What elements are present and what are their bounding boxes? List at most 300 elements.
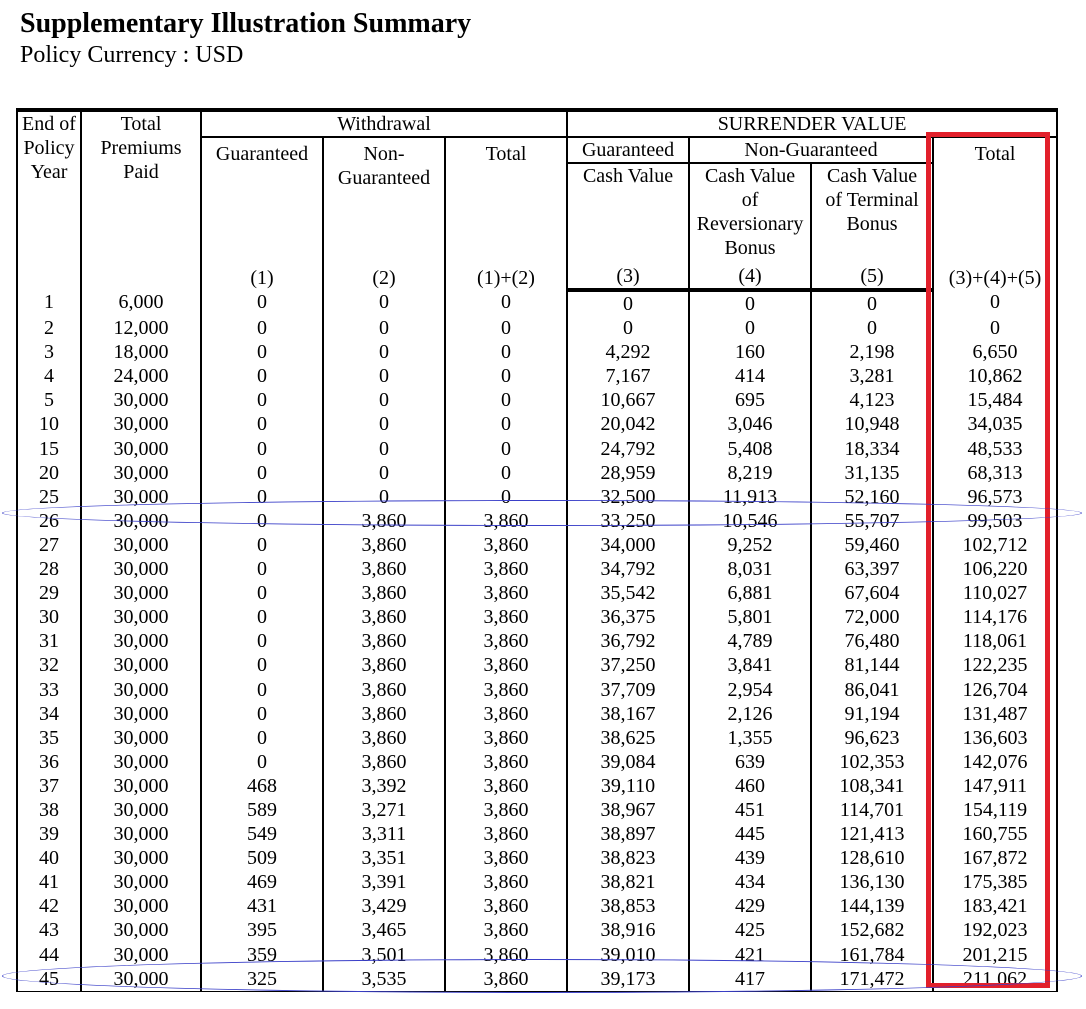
table-cell: 0 — [323, 437, 445, 461]
table-cell: 38,821 — [567, 870, 689, 894]
table-cell: 3,860 — [323, 533, 445, 557]
table-row — [17, 557, 1057, 581]
table-cell: 695 — [689, 388, 811, 412]
table-cell: 3,860 — [323, 605, 445, 629]
table-cell: 126,704 — [933, 678, 1057, 702]
table-cell: 32,500 — [567, 485, 689, 509]
table-cell: 30 — [17, 605, 81, 629]
table-cell: 81,144 — [811, 653, 933, 677]
table-cell: 0 — [445, 412, 567, 436]
table-cell: 0 — [445, 485, 567, 509]
table-row — [17, 726, 1057, 750]
table-row — [17, 702, 1057, 726]
document-title: Supplementary Illustration Summary — [20, 8, 472, 39]
table-cell: 160,755 — [933, 822, 1057, 846]
table-cell: 0 — [445, 316, 567, 340]
table-cell: 34,000 — [567, 533, 689, 557]
table-cell: 0 — [445, 290, 567, 316]
table-cell: 30,000 — [81, 726, 201, 750]
table-cell: 509 — [201, 846, 323, 870]
table-cell: 30,000 — [81, 629, 201, 653]
table-cell: 38,823 — [567, 846, 689, 870]
table-cell: 72,000 — [811, 605, 933, 629]
table-cell: 160 — [689, 340, 811, 364]
table-cell: 3,860 — [445, 918, 567, 942]
table-cell: 86,041 — [811, 678, 933, 702]
table-cell: 30,000 — [81, 461, 201, 485]
table-body — [17, 290, 1057, 991]
table-cell: 142,076 — [933, 750, 1057, 774]
table-cell: 30,000 — [81, 870, 201, 894]
table-cell: 30,000 — [81, 918, 201, 942]
table-row — [17, 653, 1057, 677]
table-cell: 34 — [17, 702, 81, 726]
table-cell: 3,860 — [323, 702, 445, 726]
table-cell: 35 — [17, 726, 81, 750]
table-cell: 0 — [201, 605, 323, 629]
table-cell: 161,784 — [811, 943, 933, 967]
header-policy-year: End of Policy Year — [17, 110, 81, 290]
table-cell: 0 — [445, 340, 567, 364]
table-row — [17, 461, 1057, 485]
table-cell: 4,789 — [689, 629, 811, 653]
table-cell: 26 — [17, 509, 81, 533]
table-cell: 39 — [17, 822, 81, 846]
table-cell: 417 — [689, 967, 811, 992]
table-cell: 91,194 — [811, 702, 933, 726]
table-cell: 10,862 — [933, 364, 1057, 388]
table-cell: 121,413 — [811, 822, 933, 846]
table-cell: 1 — [17, 290, 81, 316]
table-cell: 201,215 — [933, 943, 1057, 967]
table-cell: 55,707 — [811, 509, 933, 533]
table-cell: 10 — [17, 412, 81, 436]
table-row — [17, 340, 1057, 364]
table-cell: 1,355 — [689, 726, 811, 750]
table-cell: 18,000 — [81, 340, 201, 364]
table-cell: 30,000 — [81, 581, 201, 605]
table-cell: 28 — [17, 557, 81, 581]
table-cell: 589 — [201, 798, 323, 822]
table-cell: 3,860 — [445, 581, 567, 605]
table-cell: 38,167 — [567, 702, 689, 726]
table-cell: 0 — [201, 702, 323, 726]
table-cell: 0 — [201, 557, 323, 581]
table-cell: 0 — [445, 364, 567, 388]
table-cell: 38,853 — [567, 894, 689, 918]
table-cell: 37,709 — [567, 678, 689, 702]
table-cell: 3,392 — [323, 774, 445, 798]
table-cell: 24,792 — [567, 437, 689, 461]
table-cell: 175,385 — [933, 870, 1057, 894]
table-row — [17, 437, 1057, 461]
table-cell: 0 — [567, 290, 689, 316]
table-cell: 40 — [17, 846, 81, 870]
table-cell: 0 — [201, 461, 323, 485]
table-cell: 30,000 — [81, 485, 201, 509]
table-cell: 421 — [689, 943, 811, 967]
table-cell: 48,533 — [933, 437, 1057, 461]
illustration-table — [16, 108, 1058, 992]
table-cell: 99,503 — [933, 509, 1057, 533]
table-row — [17, 894, 1057, 918]
table-cell: 30,000 — [81, 557, 201, 581]
table-cell: 12,000 — [81, 316, 201, 340]
table-cell: 154,119 — [933, 798, 1057, 822]
table-cell: 4,123 — [811, 388, 933, 412]
header-surrender-value: SURRENDER VALUE — [567, 110, 1057, 137]
table-cell: 167,872 — [933, 846, 1057, 870]
table-cell: 3,860 — [445, 509, 567, 533]
table-cell: 30,000 — [81, 822, 201, 846]
table-cell: 0 — [689, 316, 811, 340]
header-withdrawal: Withdrawal — [201, 110, 567, 137]
table-cell: 30,000 — [81, 774, 201, 798]
table-cell: 3,860 — [323, 678, 445, 702]
table-cell: 30,000 — [81, 846, 201, 870]
header-w-nonguaranteed: Non- Guaranteed (2) — [323, 137, 445, 290]
table-cell: 122,235 — [933, 653, 1057, 677]
header-sv-nonguaranteed: Non-Guaranteed — [689, 137, 933, 163]
table-row — [17, 822, 1057, 846]
table-row — [17, 774, 1057, 798]
table-cell: 3,351 — [323, 846, 445, 870]
table-cell: 0 — [201, 629, 323, 653]
table-cell: 76,480 — [811, 629, 933, 653]
table-cell: 549 — [201, 822, 323, 846]
table-cell: 30,000 — [81, 798, 201, 822]
table-cell: 39,010 — [567, 943, 689, 967]
table-cell: 8,219 — [689, 461, 811, 485]
header-total-premiums: Total Premiums Paid — [81, 110, 201, 290]
table-cell: 431 — [201, 894, 323, 918]
table-cell: 171,472 — [811, 967, 933, 992]
table-cell: 31,135 — [811, 461, 933, 485]
table-cell: 0 — [201, 340, 323, 364]
table-cell: 0 — [201, 316, 323, 340]
table-row — [17, 509, 1057, 533]
table-cell: 39,084 — [567, 750, 689, 774]
table-cell: 114,701 — [811, 798, 933, 822]
table-cell: 0 — [201, 750, 323, 774]
table-cell: 3,429 — [323, 894, 445, 918]
table-cell: 3,311 — [323, 822, 445, 846]
table-cell: 6,000 — [81, 290, 201, 316]
table-cell: 35,542 — [567, 581, 689, 605]
table-cell: 18,334 — [811, 437, 933, 461]
table-cell: 152,682 — [811, 918, 933, 942]
table-cell: 3,860 — [445, 629, 567, 653]
table-cell: 3,860 — [445, 846, 567, 870]
table-cell: 136,130 — [811, 870, 933, 894]
table-cell: 0 — [323, 316, 445, 340]
table-cell: 0 — [445, 388, 567, 412]
table-cell: 37 — [17, 774, 81, 798]
table-cell: 38,625 — [567, 726, 689, 750]
table-cell: 359 — [201, 943, 323, 967]
header-sv-cash-value: Cash Value (3) — [567, 163, 689, 290]
table-cell: 0 — [201, 364, 323, 388]
header-sv-terminal: Cash Value of Terminal Bonus (5) — [811, 163, 933, 290]
table-cell: 2,954 — [689, 678, 811, 702]
table-cell: 44 — [17, 943, 81, 967]
table-cell: 128,610 — [811, 846, 933, 870]
illustration-table-wrapper — [16, 108, 1056, 992]
table-row — [17, 364, 1057, 388]
table-cell: 30,000 — [81, 388, 201, 412]
table-cell: 29 — [17, 581, 81, 605]
table-cell: 3,465 — [323, 918, 445, 942]
table-cell: 3,535 — [323, 967, 445, 992]
table-cell: 3,860 — [445, 702, 567, 726]
table-cell: 3,860 — [323, 653, 445, 677]
table-cell: 0 — [201, 653, 323, 677]
table-cell: 3,860 — [445, 533, 567, 557]
table-row — [17, 750, 1057, 774]
table-cell: 102,712 — [933, 533, 1057, 557]
table-cell: 106,220 — [933, 557, 1057, 581]
table-row — [17, 846, 1057, 870]
table-cell: 96,623 — [811, 726, 933, 750]
policy-currency: Policy Currency : USD — [20, 42, 244, 68]
table-cell: 192,023 — [933, 918, 1057, 942]
table-cell: 0 — [445, 437, 567, 461]
table-cell: 445 — [689, 822, 811, 846]
table-row — [17, 678, 1057, 702]
table-cell: 63,397 — [811, 557, 933, 581]
table-cell: 0 — [201, 726, 323, 750]
table-cell: 183,421 — [933, 894, 1057, 918]
table-cell: 52,160 — [811, 485, 933, 509]
table-row — [17, 533, 1057, 557]
table-cell: 0 — [201, 485, 323, 509]
table-cell: 0 — [201, 509, 323, 533]
table-cell: 20,042 — [567, 412, 689, 436]
table-cell: 0 — [323, 485, 445, 509]
table-cell: 30,000 — [81, 750, 201, 774]
table-cell: 6,650 — [933, 340, 1057, 364]
table-cell: 0 — [689, 290, 811, 316]
table-cell: 3,860 — [323, 750, 445, 774]
table-row — [17, 316, 1057, 340]
table-cell: 9,252 — [689, 533, 811, 557]
table-cell: 0 — [323, 290, 445, 316]
table-cell: 36,792 — [567, 629, 689, 653]
table-cell: 38,897 — [567, 822, 689, 846]
table-cell: 108,341 — [811, 774, 933, 798]
table-cell: 439 — [689, 846, 811, 870]
table-row — [17, 388, 1057, 412]
table-cell: 0 — [201, 437, 323, 461]
table-cell: 30,000 — [81, 653, 201, 677]
table-cell: 3,860 — [323, 557, 445, 581]
table-cell: 5 — [17, 388, 81, 412]
table-cell: 42 — [17, 894, 81, 918]
table-cell: 429 — [689, 894, 811, 918]
table-cell: 0 — [323, 461, 445, 485]
table-cell: 5,801 — [689, 605, 811, 629]
table-cell: 30,000 — [81, 533, 201, 557]
table-cell: 0 — [201, 533, 323, 557]
header-sv-guaranteed: Guaranteed — [567, 137, 689, 163]
table-cell: 0 — [323, 364, 445, 388]
table-cell: 414 — [689, 364, 811, 388]
table-cell: 2,198 — [811, 340, 933, 364]
table-cell: 20 — [17, 461, 81, 485]
table-cell: 30,000 — [81, 702, 201, 726]
table-cell: 3,860 — [445, 678, 567, 702]
table-cell: 30,000 — [81, 678, 201, 702]
table-cell: 2 — [17, 316, 81, 340]
table-cell: 30,000 — [81, 894, 201, 918]
table-cell: 395 — [201, 918, 323, 942]
table-cell: 3,860 — [445, 894, 567, 918]
table-cell: 3,860 — [445, 774, 567, 798]
table-cell: 28,959 — [567, 461, 689, 485]
table-row — [17, 485, 1057, 509]
table-cell: 3,860 — [323, 726, 445, 750]
table-cell: 425 — [689, 918, 811, 942]
table-cell: 136,603 — [933, 726, 1057, 750]
table-cell: 30,000 — [81, 437, 201, 461]
table-cell: 434 — [689, 870, 811, 894]
table-row — [17, 290, 1057, 316]
table-cell: 0 — [201, 412, 323, 436]
table-cell: 0 — [201, 388, 323, 412]
table-cell: 3,860 — [445, 967, 567, 992]
table-cell: 41 — [17, 870, 81, 894]
table-cell: 33,250 — [567, 509, 689, 533]
table-cell: 36 — [17, 750, 81, 774]
table-cell: 0 — [201, 581, 323, 605]
table-cell: 0 — [201, 678, 323, 702]
header-w-total: Total (1)+(2) — [445, 137, 567, 290]
table-cell: 30,000 — [81, 943, 201, 967]
table-cell: 468 — [201, 774, 323, 798]
table-cell: 3,391 — [323, 870, 445, 894]
table-cell: 38,967 — [567, 798, 689, 822]
table-cell: 32 — [17, 653, 81, 677]
table-cell: 39,173 — [567, 967, 689, 992]
table-cell: 469 — [201, 870, 323, 894]
table-cell: 102,353 — [811, 750, 933, 774]
table-cell: 45 — [17, 967, 81, 992]
table-cell: 3,841 — [689, 653, 811, 677]
table-row — [17, 918, 1057, 942]
table-cell: 3 — [17, 340, 81, 364]
table-cell: 0 — [811, 316, 933, 340]
table-cell: 15 — [17, 437, 81, 461]
table-cell: 30,000 — [81, 412, 201, 436]
table-cell: 460 — [689, 774, 811, 798]
table-cell: 3,860 — [323, 629, 445, 653]
header-sv-reversionary: Cash Value of Reversionary Bonus (4) — [689, 163, 811, 290]
table-cell: 3,860 — [445, 605, 567, 629]
table-row — [17, 798, 1057, 822]
table-cell: 114,176 — [933, 605, 1057, 629]
table-cell: 0 — [445, 461, 567, 485]
header-w-guaranteed: Guaranteed (1) — [201, 137, 323, 290]
header-sv-total: Total (3)+(4)+(5) — [933, 137, 1057, 290]
table-cell: 10,667 — [567, 388, 689, 412]
table-cell: 3,860 — [323, 509, 445, 533]
table-row — [17, 605, 1057, 629]
table-cell: 0 — [567, 316, 689, 340]
table-cell: 3,860 — [445, 726, 567, 750]
table-cell: 7,167 — [567, 364, 689, 388]
table-cell: 3,501 — [323, 943, 445, 967]
table-cell: 3,860 — [445, 653, 567, 677]
table-cell: 38,916 — [567, 918, 689, 942]
table-cell: 3,860 — [445, 750, 567, 774]
table-cell: 6,881 — [689, 581, 811, 605]
table-row — [17, 629, 1057, 653]
table-cell: 118,061 — [933, 629, 1057, 653]
table-cell: 3,271 — [323, 798, 445, 822]
table-cell: 0 — [933, 316, 1057, 340]
table-cell: 34,035 — [933, 412, 1057, 436]
table-cell: 639 — [689, 750, 811, 774]
table-cell: 11,913 — [689, 485, 811, 509]
table-cell: 96,573 — [933, 485, 1057, 509]
table-cell: 0 — [323, 412, 445, 436]
table-cell: 36,375 — [567, 605, 689, 629]
table-cell: 30,000 — [81, 605, 201, 629]
table-cell: 3,860 — [323, 581, 445, 605]
table-row — [17, 870, 1057, 894]
table-cell: 38 — [17, 798, 81, 822]
table-cell: 131,487 — [933, 702, 1057, 726]
table-cell: 3,860 — [445, 798, 567, 822]
table-cell: 325 — [201, 967, 323, 992]
table-cell: 8,031 — [689, 557, 811, 581]
table-cell: 3,860 — [445, 870, 567, 894]
table-cell: 4,292 — [567, 340, 689, 364]
table-cell: 211,062 — [933, 967, 1057, 992]
table-cell: 37,250 — [567, 653, 689, 677]
table-cell: 25 — [17, 485, 81, 509]
table-cell: 147,911 — [933, 774, 1057, 798]
table-cell: 24,000 — [81, 364, 201, 388]
table-cell: 0 — [323, 388, 445, 412]
table-cell: 3,046 — [689, 412, 811, 436]
table-cell: 3,281 — [811, 364, 933, 388]
table-cell: 0 — [323, 340, 445, 364]
table-cell: 67,604 — [811, 581, 933, 605]
table-row — [17, 967, 1057, 992]
table-cell: 0 — [933, 290, 1057, 316]
table-cell: 15,484 — [933, 388, 1057, 412]
table-cell: 43 — [17, 918, 81, 942]
table-cell: 68,313 — [933, 461, 1057, 485]
table-cell: 30,000 — [81, 509, 201, 533]
table-cell: 2,126 — [689, 702, 811, 726]
table-cell: 0 — [811, 290, 933, 316]
table-cell: 0 — [201, 290, 323, 316]
table-cell: 10,546 — [689, 509, 811, 533]
table-row — [17, 412, 1057, 436]
table-cell: 30,000 — [81, 967, 201, 992]
table-cell: 31 — [17, 629, 81, 653]
table-cell: 4 — [17, 364, 81, 388]
table-cell: 144,139 — [811, 894, 933, 918]
table-cell: 110,027 — [933, 581, 1057, 605]
table-cell: 451 — [689, 798, 811, 822]
table-row — [17, 581, 1057, 605]
table-cell: 39,110 — [567, 774, 689, 798]
table-cell: 33 — [17, 678, 81, 702]
table-cell: 59,460 — [811, 533, 933, 557]
